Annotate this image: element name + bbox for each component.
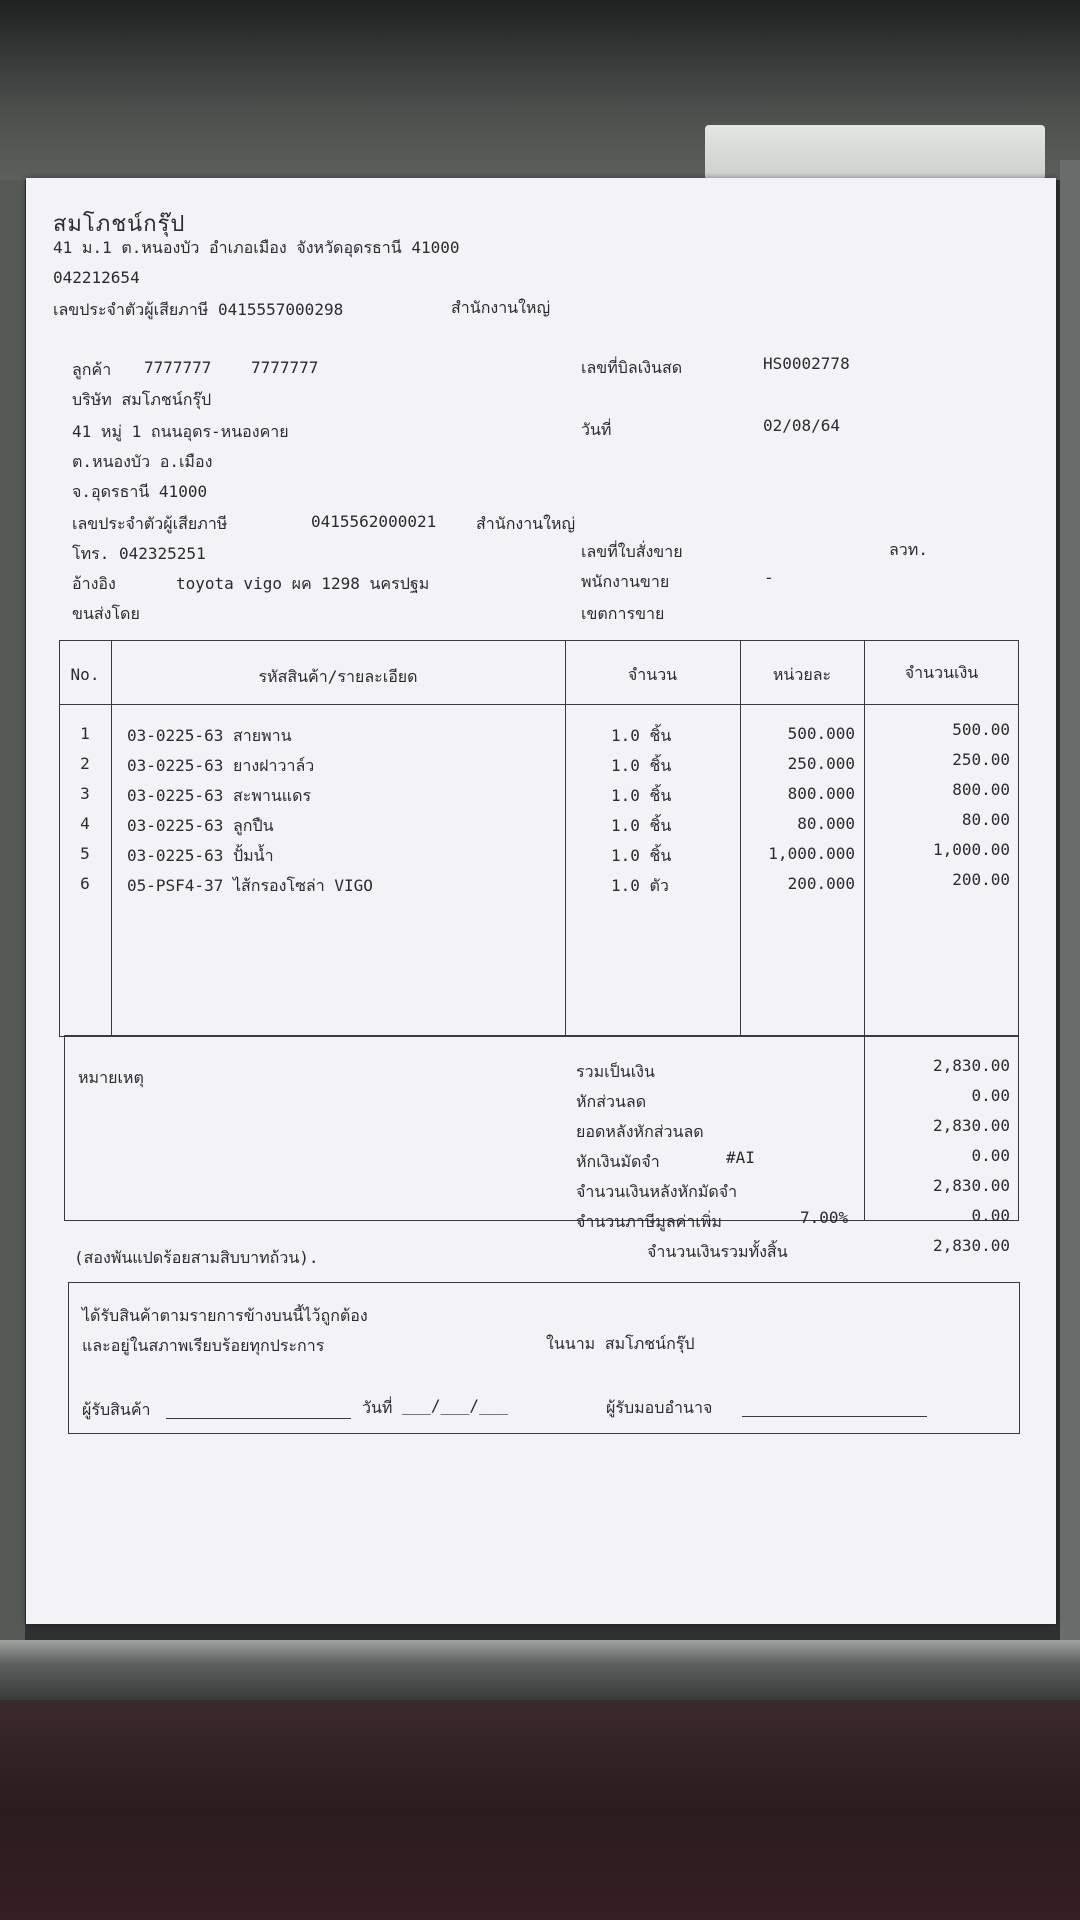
row-quantity: 1.0 ชิ้น <box>611 816 672 835</box>
bill-number-label: เลขที่บิลเงินสด <box>581 358 683 377</box>
customer-code-2: 7777777 <box>251 358 319 377</box>
sales-order-label: เลขที่ใบสั่งขาย <box>581 542 683 561</box>
receive-date-blank: ___/___/___ <box>402 1396 508 1415</box>
table-row <box>26 870 1056 904</box>
row-amount: 200.00 <box>952 870 1010 889</box>
after-deposit-label: จำนวนเงินหลังหักมัดจำ <box>576 1182 738 1201</box>
row-description: 03-0225-63 สายพาน <box>127 726 292 745</box>
vat-rate: 7.00% <box>800 1208 849 1227</box>
sales-area-label: เขตการขาย <box>581 604 665 623</box>
row-amount: 80.00 <box>961 810 1010 829</box>
customer-tax-label: เลขประจำตัวผู้เสียภาษี <box>72 514 228 533</box>
reference-label: อ้างอิง <box>72 574 116 593</box>
customer-branch: สำนักงานใหญ่ <box>476 514 576 533</box>
background-floor <box>0 1700 1080 1920</box>
total-label: รวมเป็นเงิน <box>576 1062 655 1081</box>
receive-date-label: วันที่ <box>362 1398 393 1417</box>
total-value: 2,830.00 <box>932 1056 1010 1075</box>
row-no: 5 <box>80 844 90 863</box>
header-amount: จำนวนเงิน <box>904 663 979 682</box>
row-no: 1 <box>80 724 90 743</box>
customer-address-1: 41 หมู่ 1 ถนนอุดร-หนองคาย <box>72 422 289 441</box>
after-discount-value: 2,830.00 <box>932 1116 1010 1135</box>
row-amount: 1,000.00 <box>932 840 1010 859</box>
after-deposit-value: 2,830.00 <box>932 1176 1010 1195</box>
row-amount: 800.00 <box>952 780 1010 799</box>
authorized-label: ผู้รับมอบอำนาจ <box>606 1398 713 1417</box>
row-description: 05-PSF4-37 ไส้กรองโซล่า VIGO <box>127 876 373 895</box>
row-amount: 250.00 <box>952 750 1010 769</box>
bill-number: HS0002778 <box>763 354 850 373</box>
grand-total-value: 2,830.00 <box>932 1236 1010 1255</box>
date-label: วันที่ <box>581 420 612 439</box>
glass-frame <box>0 1640 1080 1700</box>
row-quantity: 1.0 ชิ้น <box>611 786 672 805</box>
vat-label: จำนวนภาษีมูลค่าเพิ่ม <box>576 1212 722 1231</box>
customer-tax-id: 0415562000021 <box>311 512 437 531</box>
customer-address-3: จ.อุดรธานี 41000 <box>72 482 208 501</box>
row-quantity: 1.0 ตัว <box>611 876 669 895</box>
row-no: 2 <box>80 754 90 773</box>
receipt-statement-1: ได้รับสินค้าตามรายการข้างบนนี้ไว้ถูกต้อง <box>82 1306 368 1325</box>
table-header-divider <box>59 704 1019 705</box>
customer-address-2: ต.หนองบัว อ.เมือง <box>72 452 213 471</box>
row-amount: 500.00 <box>952 720 1010 739</box>
row-unit-price: 800.000 <box>787 784 855 803</box>
row-no: 4 <box>80 814 90 833</box>
deposit-label: หักเงินมัดจำ <box>576 1152 660 1171</box>
receiver-label: ผู้รับสินค้า <box>82 1400 151 1419</box>
deposit-code: #AI <box>726 1148 755 1167</box>
row-description: 03-0225-63 ลูกปืน <box>127 816 274 835</box>
company-branch: สำนักงานใหญ่ <box>451 298 551 317</box>
reference-value: toyota vigo ผค 1298 นครปฐม <box>176 574 430 593</box>
sales-order-extra: ลวท. <box>889 540 928 559</box>
remark-label: หมายเหตุ <box>78 1068 144 1087</box>
invoice-date: 02/08/64 <box>763 416 841 435</box>
row-unit-price: 200.000 <box>787 874 855 893</box>
row-unit-price: 1,000.000 <box>768 844 855 863</box>
row-no: 6 <box>80 874 90 893</box>
header-unit-price: หน่วยละ <box>772 665 832 684</box>
row-description: 03-0225-63 ปั้มน้ำ <box>127 846 274 865</box>
row-description: 03-0225-63 ยางฝาวาล์ว <box>127 756 315 775</box>
discount-label: หักส่วนลด <box>576 1092 647 1111</box>
amount-in-words: (สองพันแปดร้อยสามสิบบาทถ้วน). <box>74 1248 319 1267</box>
header-description: รหัสสินค้า/รายละเอียด <box>258 667 418 686</box>
on-behalf-text: ในนาม สมโภชน์กรุ๊ป <box>546 1334 695 1353</box>
grand-total-label: จำนวนเงินรวมทั้งสิ้น <box>647 1242 788 1261</box>
customer-label: ลูกค้า <box>72 360 112 379</box>
row-unit-price: 500.000 <box>787 724 855 743</box>
row-unit-price: 80.000 <box>797 814 855 833</box>
row-quantity: 1.0 ชิ้น <box>611 846 672 865</box>
customer-name: บริษัท สมโภชน์กรุ๊ป <box>72 390 212 409</box>
company-phone: 042212654 <box>53 268 140 287</box>
background-left-edge <box>0 180 25 1660</box>
company-name: สมโภชน์กรุ๊ป <box>53 212 186 237</box>
salesperson-label: พนักงานขาย <box>581 572 670 591</box>
row-description: 03-0225-63 สะพานแดร <box>127 786 312 805</box>
header-no: No. <box>70 665 100 684</box>
customer-phone: โทร. 042325251 <box>72 544 206 563</box>
row-unit-price: 250.000 <box>787 754 855 773</box>
invoice-paper <box>26 178 1056 1624</box>
salesperson-value: - <box>764 568 774 587</box>
after-discount-label: ยอดหลังหักส่วนลด <box>576 1122 704 1141</box>
ceiling-light-reflection <box>705 125 1045 180</box>
authorized-signature-line <box>742 1416 927 1417</box>
receipt-statement-2: และอยู่ในสภาพเรียบร้อยทุกประการ <box>82 1336 325 1355</box>
company-address: 41 ม.1 ต.หนองบัว อำเภอเมือง จังหวัดอุดรธานี 41000 <box>53 238 460 257</box>
header-quantity: จำนวน <box>627 665 678 684</box>
background-right-edge <box>1060 160 1080 1660</box>
discount-value: 0.00 <box>971 1086 1010 1105</box>
receiver-signature-line <box>166 1418 351 1419</box>
customer-code: 7777777 <box>144 358 212 377</box>
vat-value: 0.00 <box>971 1206 1010 1225</box>
row-quantity: 1.0 ชิ้น <box>611 726 672 745</box>
shipping-label: ขนส่งโดย <box>72 604 140 623</box>
row-quantity: 1.0 ชิ้น <box>611 756 672 775</box>
company-tax-id: เลขประจำตัวผู้เสียภาษี 0415557000298 <box>53 300 344 319</box>
row-no: 3 <box>80 784 90 803</box>
deposit-value: 0.00 <box>971 1146 1010 1165</box>
